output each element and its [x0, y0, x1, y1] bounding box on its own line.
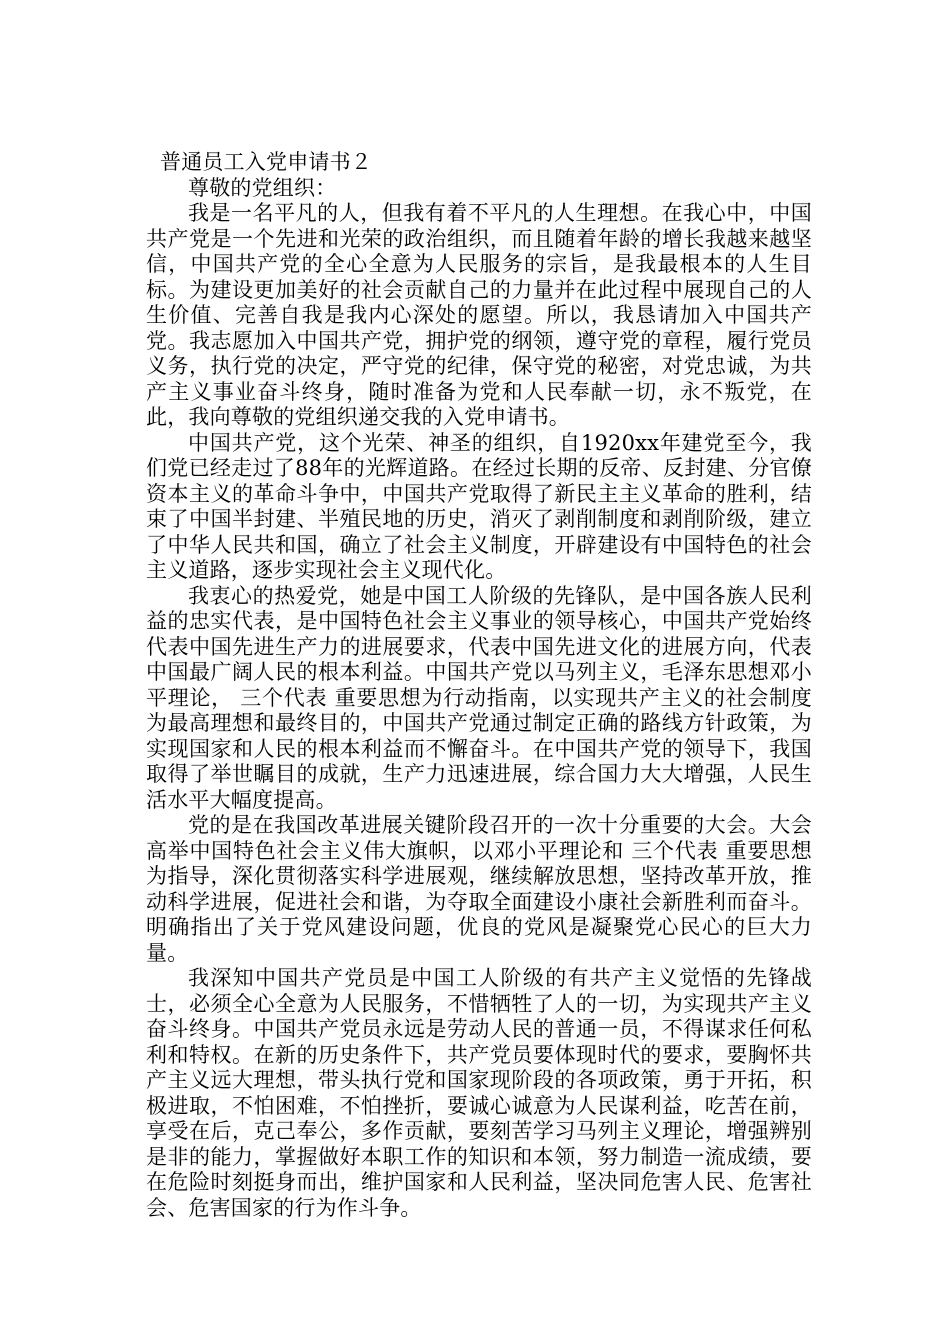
paragraph-5: 我深知中国共产党员是中国工人阶级的有共产主义觉悟的先锋战士，必须全心全意为人民服务，不惜牺牲了人的一切，为实现共产主义奋斗终身。中国共产党员永远是劳动人民的普通一员，不得谋求任何私利和特权。在新的历史条件下，共产党员要体现时代的要求，要胸怀共产主义远大理想，带头执行党和国家现阶段的各项政策，勇于开拓，积极进取，不怕困难，不怕挫折，要诚心诚意为人民谋利益，吃苦在前，享受在后，克己奉公，多作贡献，要刻苦学习马列主义理论，增强辨别是非的能力，掌握做好本职工作的知识和本领，努力制造一流成绩，要在危险时刻挺身而出，维护国家和人民利益，坚决同危害人民、危害社会、危害国家的行为作斗争。 — [146, 966, 812, 1220]
salutation: 尊敬的党组织： — [188, 175, 337, 200]
paragraph-3: 我衷心的热爱党，她是中国工人阶级的先锋队，是中国各族人民利益的忠实代表，是中国特色社会主义事业的领导核心，中国共产党始终代表中国先进生产力的进展要求，代表中国先进文化的进展方向，代表中国最广阔人民的根本利益。中国共产党以马列主义，毛泽东思想邓小平理论， 三个代表 重要思想为行动指南，以实现共产主义的社会制度为最高理想和最终目的，中国共产党通过制定正确的路线方针政策，为实现国家和人民的根本利益而不懈奋斗。在中国共产党的领导下，我国取得了举世瞩目的成就，生产力迅速进展，综合国力大大增强，人民生活水平大幅度提高。 — [146, 583, 812, 812]
paragraph-2: 中国共产党，这个光荣、神圣的组织，自1920xx年建党至今，我们党已经走过了88年的光辉道路。在经过长期的反帝、反封建、分官僚资本主义的革命斗争中，中国共产党取得了新民主主义革命的胜利，结束了中国半封建、半殖民地的历史，消灭了剥削制度和剥削阶级，建立了中华人民共和国，确立了社会主义制度，开辟建设有中国特色的社会主义道路，逐步实现社会主义现代化。 — [146, 430, 812, 582]
document-body — [146, 150, 812, 1221]
paragraph-4: 党的是在我国改革进展关键阶段召开的一次十分重要的大会。大会高举中国特色社会主义伟大旗帜，以邓小平理论和 三个代表 重要思想为指导，深化贯彻落实科学进展观，继续解放思想，坚持改革开放，推动科学进展，促进社会和谐，为夺取全面建设小康社会新胜利而奋斗。明确指出了关于党风建设问题，优良的党风是凝聚党心民心的巨大力量。 — [146, 813, 812, 965]
document-title: 普通员工入党申请书２ — [160, 150, 372, 174]
paragraph-1: 我是一名平凡的人，但我有着不平凡的人生理想。在我心中，中国共产党是一个先进和光荣的政治组织，而且随着年龄的增长我越来越坚信，中国共产党的全心全意为人民服务的宗旨，是我最根本的人生目标。为建设更加美好的社会贡献自己的力量并在此过程中展现自己的人生价值、完善自我是我内心深处的愿望。所以，我恳请加入中国共产党。我志愿加入中国共产党，拥护党的纲领，遵守党的章程，履行党员义务，执行党的决定，严守党的纪律，保守党的秘密，对党忠诚，为共产主义事业奋斗终身，随时准备为党和人民奉献一切，永不叛党，在此，我向尊敬的党组织递交我的入党申请书。 — [146, 201, 812, 429]
